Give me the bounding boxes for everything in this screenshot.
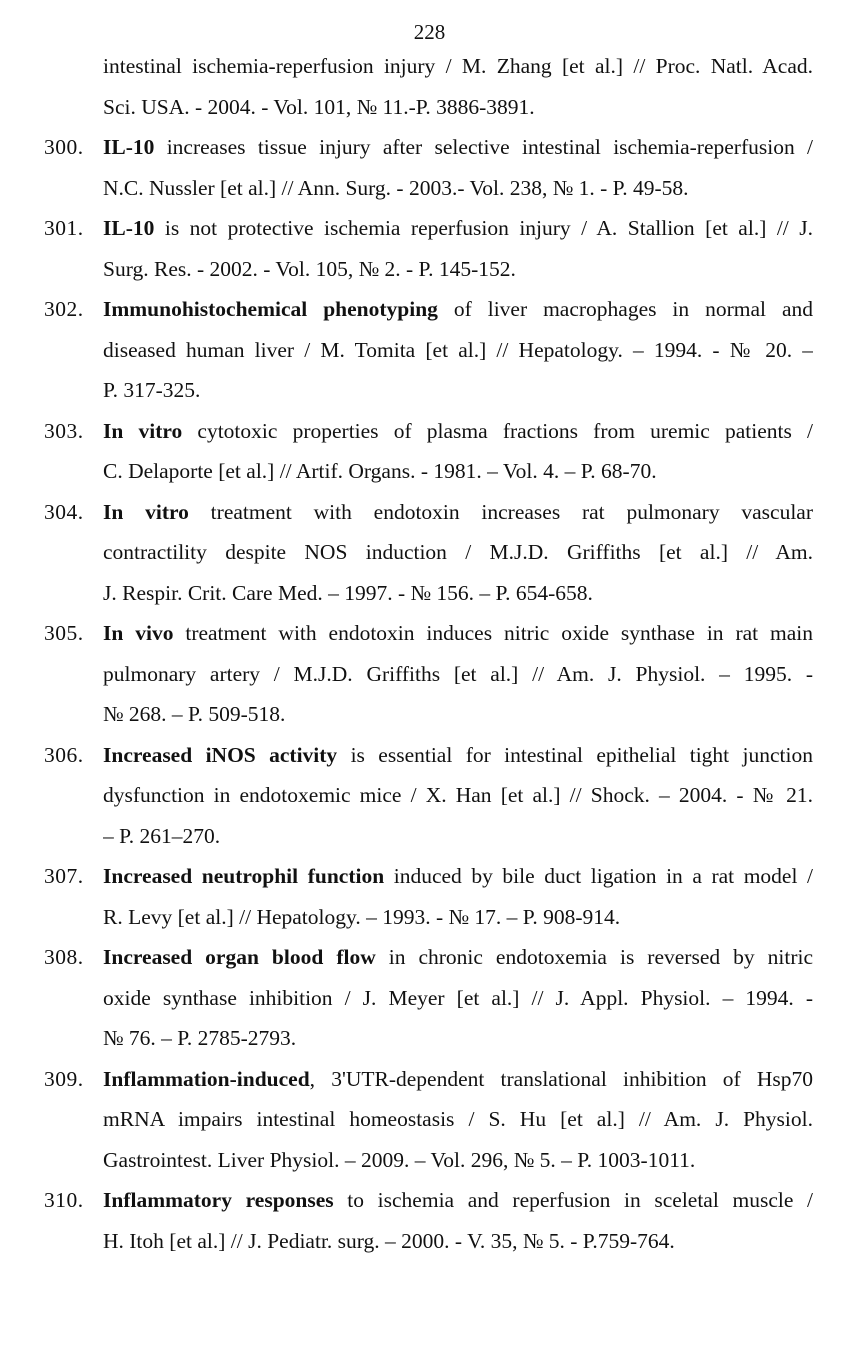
reference-text <box>103 735 813 857</box>
reference-number: 301. <box>44 216 84 240</box>
reference-line <box>103 532 813 573</box>
reference-entry <box>0 735 859 857</box>
reference-number: 300. <box>44 135 84 159</box>
reference-line <box>103 1018 813 1059</box>
reference-title-lead: Increased neutrophil function <box>103 864 385 888</box>
reference-number: 307. <box>44 864 84 888</box>
reference-line-text: treatment with endotoxin increases rat pulmonary vascular <box>188 499 813 524</box>
reference-line-text: dysfunction in endotoxemic mice / X. Han [et al.] // Shock. – 2004. - № 21. <box>103 783 813 807</box>
reference-line-text: cytotoxic properties of plasma fractions from uremic patients / <box>182 418 813 443</box>
reference-line <box>103 1099 813 1140</box>
reference-line <box>103 411 813 452</box>
reference-line <box>103 654 813 695</box>
reference-title-lead: In vitro <box>103 418 183 443</box>
reference-number: 304. <box>44 499 84 524</box>
reference-line <box>103 978 813 1019</box>
reference-text <box>103 937 813 1059</box>
reference-number: 310. <box>44 1188 84 1212</box>
reference-line <box>103 897 813 938</box>
reference-line <box>103 1140 813 1181</box>
reference-line <box>103 937 813 978</box>
reference-line-text: H. Itoh [et al.] // J. Pediatr. surg. – 2000. - V. 35, № 5. - P.759-764. <box>103 1228 675 1253</box>
reference-line <box>103 1059 813 1100</box>
reference-line-text: to ischemia and reperfusion in sceletal muscle / <box>333 1188 813 1212</box>
reference-text <box>103 1180 813 1261</box>
reference-line <box>103 856 813 897</box>
reference-line <box>103 249 813 290</box>
reference-title-lead: Increased iNOS activity <box>103 742 338 767</box>
reference-text <box>103 856 813 937</box>
reference-entry <box>0 492 859 614</box>
reference-line-text: – P. 261–270. <box>103 823 221 848</box>
reference-line <box>103 168 813 209</box>
reference-line-text: mRNA impairs intestinal homeostasis / S. Hu [et al.] // Am. J. Physiol. <box>103 1107 813 1131</box>
reference-text <box>103 411 813 492</box>
reference-text <box>103 1059 813 1181</box>
reference-line <box>103 816 813 857</box>
reference-title-lead: In vitro <box>103 499 189 524</box>
reference-line-text: J. Respir. Crit. Care Med. – 1997. - № 156. – P. 654-658. <box>103 580 593 605</box>
reference-line-text: № 76. – P. 2785-2793. <box>103 1026 297 1050</box>
reference-line <box>103 289 813 330</box>
reference-entry <box>0 613 859 735</box>
reference-line-text: is not protective ischemia reperfusion injury / A. Stallion [et al.] // J. <box>154 216 813 240</box>
reference-text <box>103 492 813 614</box>
reference-entry <box>0 208 859 289</box>
reference-line <box>103 735 813 776</box>
reference-line-text: Sci. USA. - 2004. - Vol. 101, № 11.-P. 3886-3891. <box>103 94 535 119</box>
reference-number: 309. <box>44 1066 84 1091</box>
reference-entry <box>0 46 859 127</box>
reference-line-text: N.C. Nussler [et al.] // Ann. Surg. - 2003.- Vol. 238, № 1. - P. 49-58. <box>103 175 689 200</box>
reference-line <box>103 330 813 371</box>
reference-number: 305. <box>44 621 84 645</box>
reference-line <box>103 127 813 168</box>
reference-line-text: Surg. Res. - 2002. - Vol. 105, № 2. - P. 145-152. <box>103 256 516 281</box>
reference-line <box>103 208 813 249</box>
reference-number: 302. <box>44 297 84 321</box>
reference-text <box>103 208 813 289</box>
reference-number: 306. <box>44 742 84 767</box>
reference-title-lead: In vivo <box>103 621 174 645</box>
reference-line-text: contractility despite NOS induction / M.J.D. Griffiths [et al.] // Am. <box>103 540 813 564</box>
reference-line <box>103 370 813 411</box>
reference-entry <box>0 127 859 208</box>
reference-entry <box>0 1180 859 1261</box>
reference-line-text: № 268. – P. 509-518. <box>103 702 286 726</box>
reference-line-text: oxide synthase inhibition / J. Meyer [et al.] // J. Appl. Physiol. – 1994. - <box>103 985 813 1010</box>
reference-number: 303. <box>44 418 84 443</box>
reference-line <box>103 694 813 735</box>
reference-line-text: intestinal ischemia-reperfusion injury / M. Zhang [et al.] // Proc. Natl. Acad. <box>103 54 813 78</box>
reference-line-text: pulmonary artery / M.J.D. Griffiths [et al.] // Am. J. Physiol. – 1995. - <box>103 661 813 686</box>
reference-text <box>103 127 813 208</box>
reference-entry <box>0 937 859 1059</box>
reference-line-text: diseased human liver / M. Tomita [et al.] // Hepatology. – 1994. - № 20. – <box>103 337 813 362</box>
reference-entry <box>0 856 859 937</box>
reference-line <box>103 46 813 87</box>
reference-entry <box>0 1059 859 1181</box>
reference-number: 308. <box>44 945 84 969</box>
reference-title-lead: IL-10 <box>103 135 155 159</box>
reference-line <box>103 613 813 654</box>
reference-line <box>103 87 813 128</box>
reference-line <box>103 1180 813 1221</box>
reference-line <box>103 775 813 816</box>
reference-text <box>103 613 813 735</box>
reference-title-lead: Increased organ blood flow <box>103 945 376 969</box>
reference-line-text: C. Delaporte [et al.] // Artif. Organs. - 1981. – Vol. 4. – P. 68-70. <box>103 459 657 483</box>
reference-title-lead: IL-10 <box>103 216 155 240</box>
reference-line <box>103 451 813 492</box>
reference-text <box>103 46 813 127</box>
reference-title-lead: Immunohistochemical phenotyping <box>103 297 438 321</box>
reference-line <box>103 1221 813 1262</box>
reference-line-text: of liver macrophages in normal and <box>437 297 813 321</box>
reference-line <box>103 573 813 614</box>
reference-line-text: in chronic endotoxemia is reversed by nitric <box>375 945 813 969</box>
reference-line-text: , 3'UTR-dependent translational inhibition of Hsp70 <box>309 1066 813 1091</box>
reference-title-lead: Inflammation-induced <box>103 1066 310 1091</box>
reference-line-text: increases tissue injury after selective intestinal ischemia-reperfusion / <box>154 135 813 159</box>
reference-line-text: induced by bile duct ligation in a rat model / <box>384 864 813 888</box>
page-number: 228 <box>413 20 446 44</box>
reference-line-text: P. 317-325. <box>103 378 201 402</box>
reference-line-text: R. Levy [et al.] // Hepatology. – 1993. - № 17. – P. 908-914. <box>103 904 621 929</box>
reference-entry <box>0 411 859 492</box>
reference-line-text: is essential for intestinal epithelial tight junction <box>337 742 813 767</box>
reference-title-lead: Inflammatory responses <box>103 1188 334 1212</box>
reference-line-text: Gastrointest. Liver Physiol. – 2009. – Vol. 296, № 5. – P. 1003-1011. <box>103 1147 696 1172</box>
reference-line-text: treatment with endotoxin induces nitric oxide synthase in rat main <box>173 621 813 645</box>
reference-line <box>103 492 813 533</box>
reference-text <box>103 289 813 411</box>
bibliography-list <box>0 46 859 1261</box>
reference-entry <box>0 289 859 411</box>
